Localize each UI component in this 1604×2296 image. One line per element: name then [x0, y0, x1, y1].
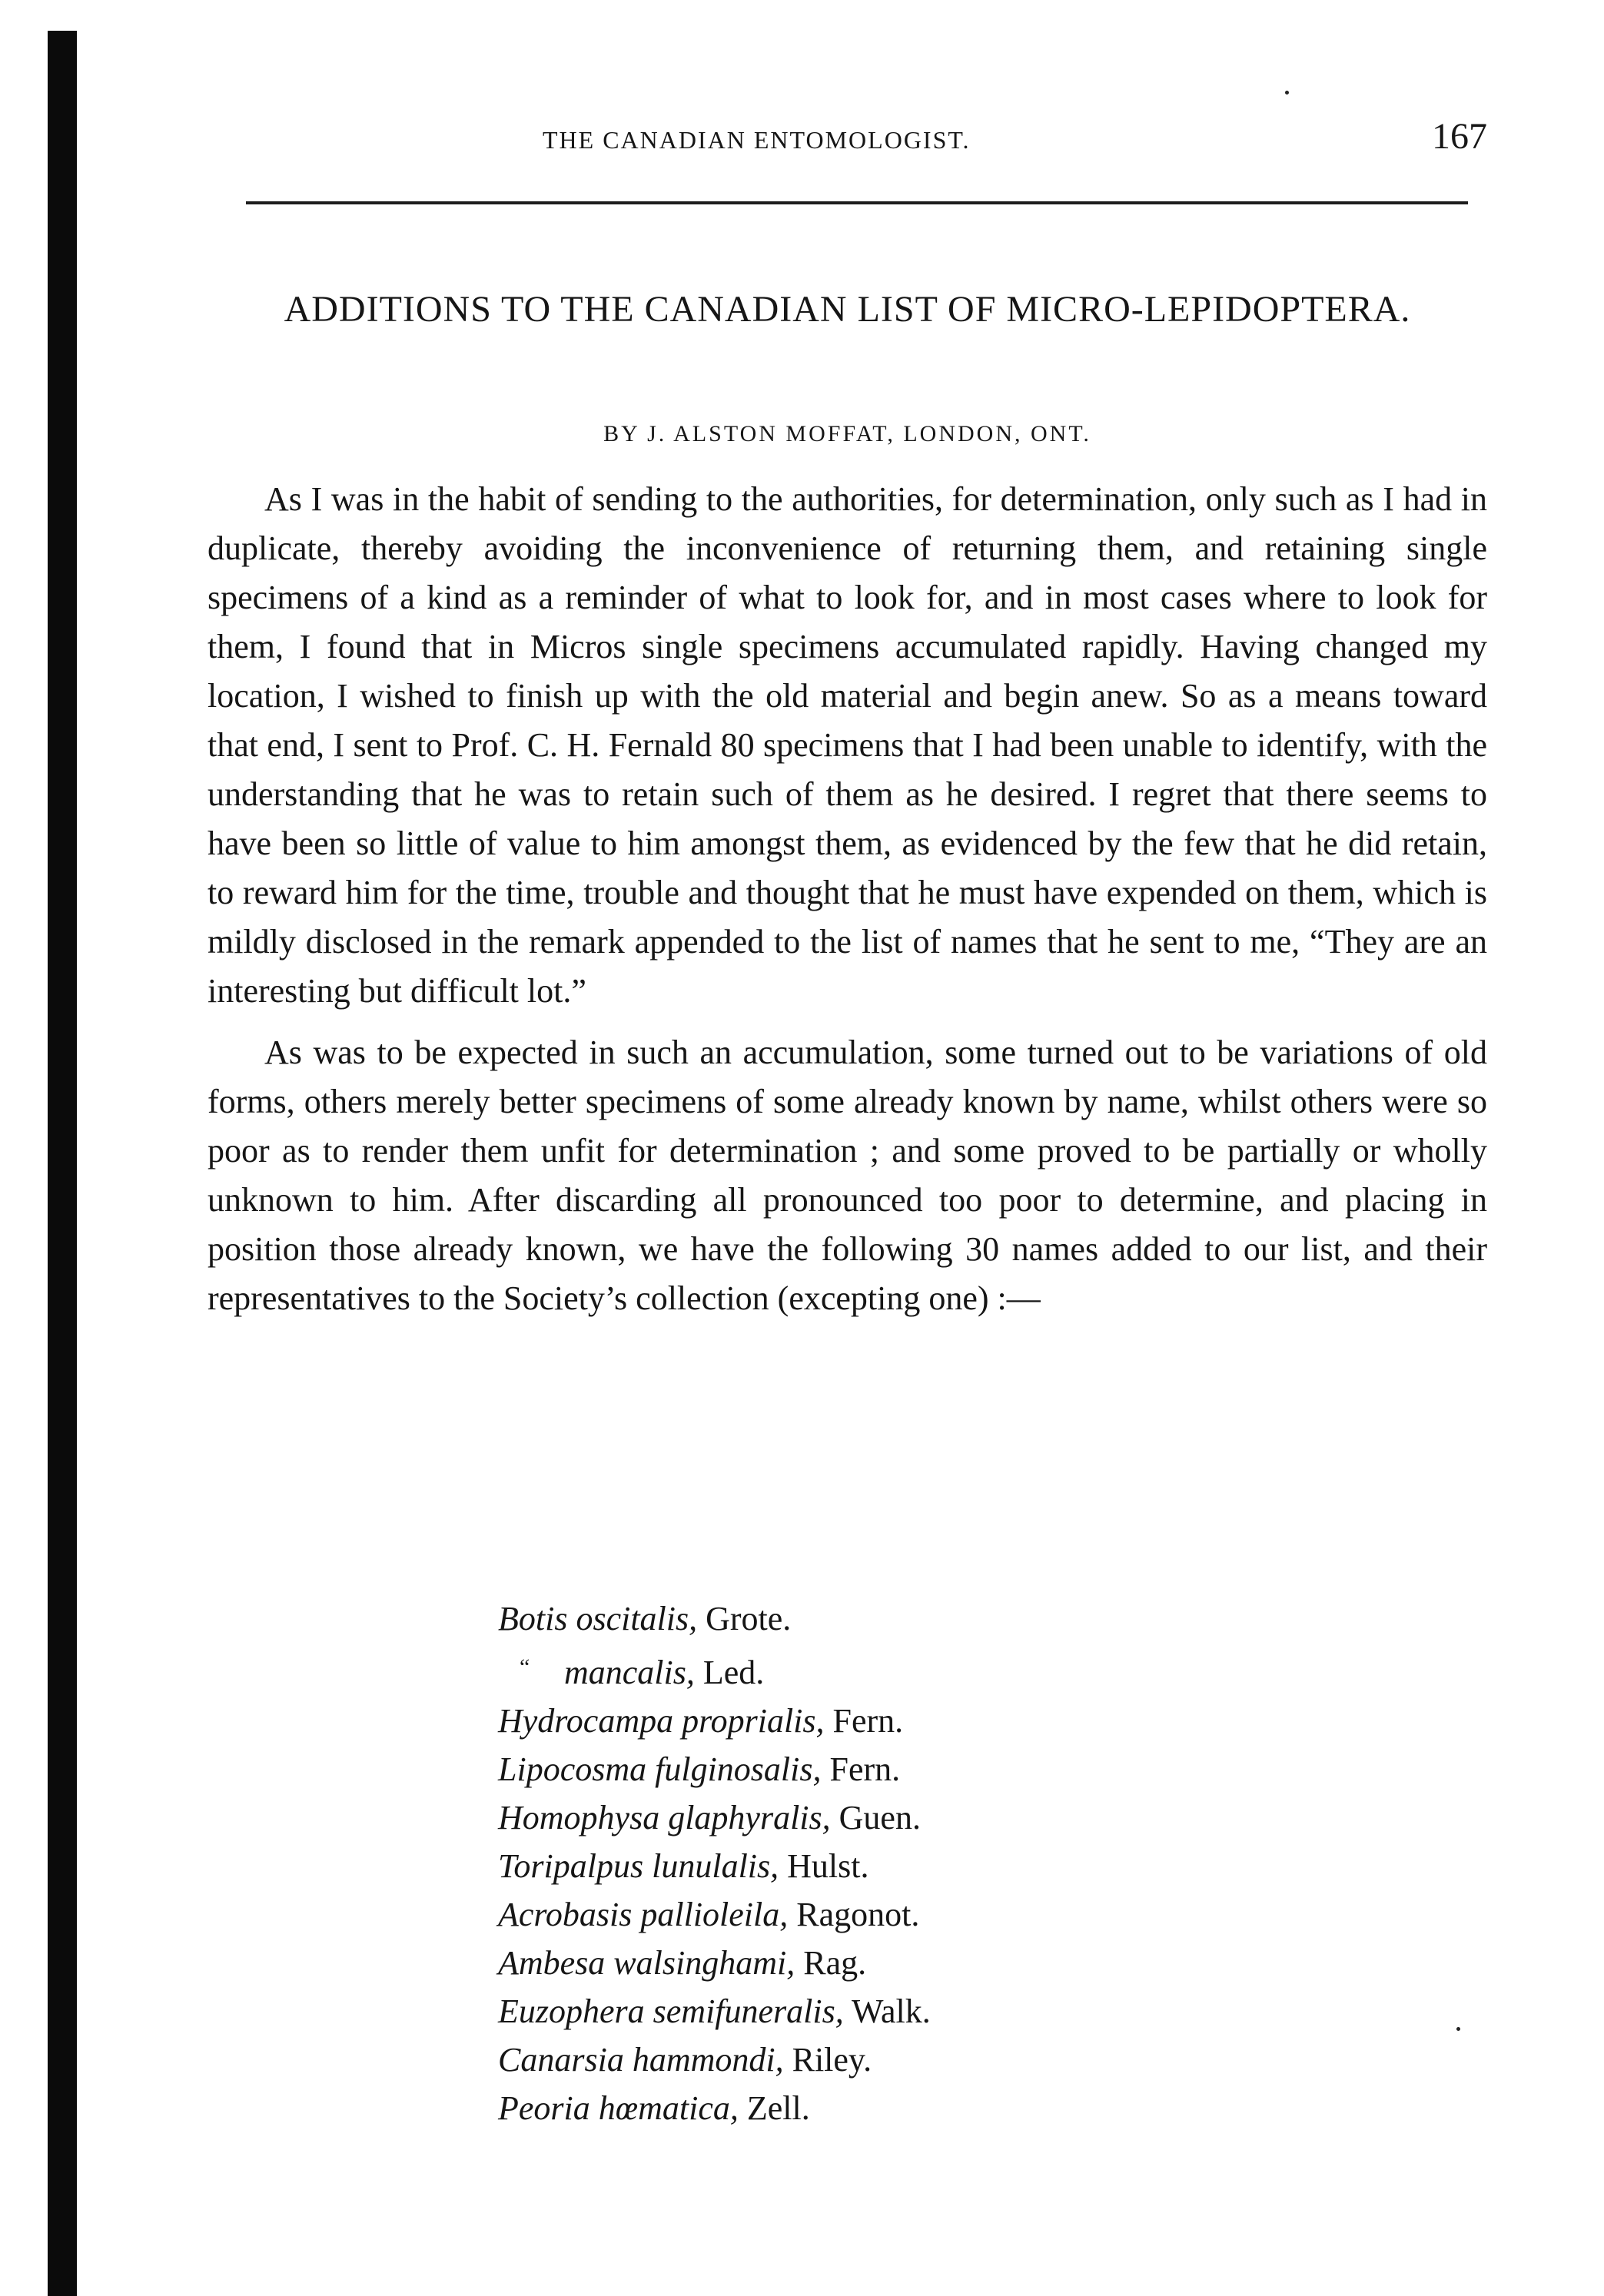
species-name: Acrobasis pallioleila,	[498, 1896, 789, 1933]
species-author: Fern.	[832, 1702, 904, 1740]
species-name: Ambesa walsinghami,	[498, 1944, 795, 1982]
species-author: Riley.	[792, 2041, 872, 2079]
binding-edge	[48, 31, 77, 2296]
species-entry	[498, 1987, 1343, 2036]
species-name: Homophysa glaphyralis,	[498, 1799, 831, 1836]
species-entry	[498, 2084, 1343, 2132]
species-name: Canarsia hammondi,	[498, 2041, 784, 2079]
species-list	[498, 1594, 1343, 2132]
header-rule	[246, 201, 1468, 204]
species-name: mancalis,	[564, 1654, 695, 1691]
species-author: Hulst.	[787, 1847, 869, 1885]
species-author: Led.	[702, 1654, 765, 1691]
species-author: Zell.	[746, 2089, 810, 2127]
species-name: Hydrocampa proprialis,	[498, 1702, 825, 1740]
species-author: Grote.	[706, 1600, 792, 1637]
species-entry	[498, 2036, 1343, 2084]
species-author: Fern.	[829, 1750, 901, 1788]
article-body	[208, 475, 1487, 1323]
species-author: Walk.	[851, 1992, 931, 2030]
species-entry	[498, 1890, 1343, 1939]
species-name: Euzophera semifuneralis,	[498, 1992, 844, 2030]
running-title: THE CANADIAN ENTOMOLOGIST.	[543, 126, 971, 154]
paragraph: As was to be expected in such an accumulation, some turned out to be variations of old forms, others merely better specimens of some already known by name, whilst others were so poor as to render them unfit for determination ; and some proved to be partially or wholly unknown to him. After discarding all pronounced too poor to determine, and placing in position those already known, we have the following 30 names added to our list, and their representatives to the Society’s collection (excepting one) :—	[208, 1034, 1487, 1317]
article-title: ADDITIONS TO THE CANADIAN LIST OF MICRO-LEPIDOPTERA.	[284, 289, 1411, 330]
species-entry	[498, 1793, 1343, 1842]
ditto-mark: “	[520, 1654, 530, 1680]
species-author: Ragonot.	[796, 1896, 920, 1933]
species-entry	[498, 1745, 1343, 1793]
species-entry	[498, 1939, 1343, 1987]
species-name: Peoria hœmatica,	[498, 2089, 739, 2127]
margin-speck	[1456, 2027, 1460, 2031]
species-author: Guen.	[839, 1799, 921, 1836]
species-name: Botis oscitalis,	[498, 1600, 698, 1637]
margin-speck	[1285, 91, 1289, 95]
paragraph: As I was in the habit of sending to the authorities, for determination, only such as I had in duplicate, thereby avoiding the inconvenience of returning them, and retaining single specimens of a kind as a reminder of what to look for, and in most cases where to look for them, I found that in Micros single specimens accumulated rapidly. Having changed my location, I wished to finish up with the old material and begin anew. So as a means toward that end, I sent to Prof. C. H. Fernald 80 specimens that I had been unable to identify, with the understanding that he was to retain such of them as he desired. I regret that there seems to have been so little of value to him amongst them, as evidenced by the few that he did retain, to reward him for the time, trouble and thought that he must have expended on them, which is mildly disclosed in the remark appended to the list of names that he sent to me, “They are an interesting but difficult lot.”	[208, 480, 1487, 1010]
species-entry	[498, 1842, 1343, 1890]
page-header	[208, 115, 1487, 169]
species-entry	[498, 1697, 1343, 1745]
article-byline: BY J. ALSTON MOFFAT, LONDON, ONT.	[603, 421, 1091, 446]
species-entry	[498, 1643, 1343, 1697]
species-name: Toripalpus lunulalis,	[498, 1847, 779, 1885]
species-name: Lipocosma fulginosalis,	[498, 1750, 822, 1788]
page-number: 167	[1432, 116, 1487, 157]
species-author: Rag.	[803, 1944, 867, 1982]
species-entry	[498, 1594, 1343, 1643]
